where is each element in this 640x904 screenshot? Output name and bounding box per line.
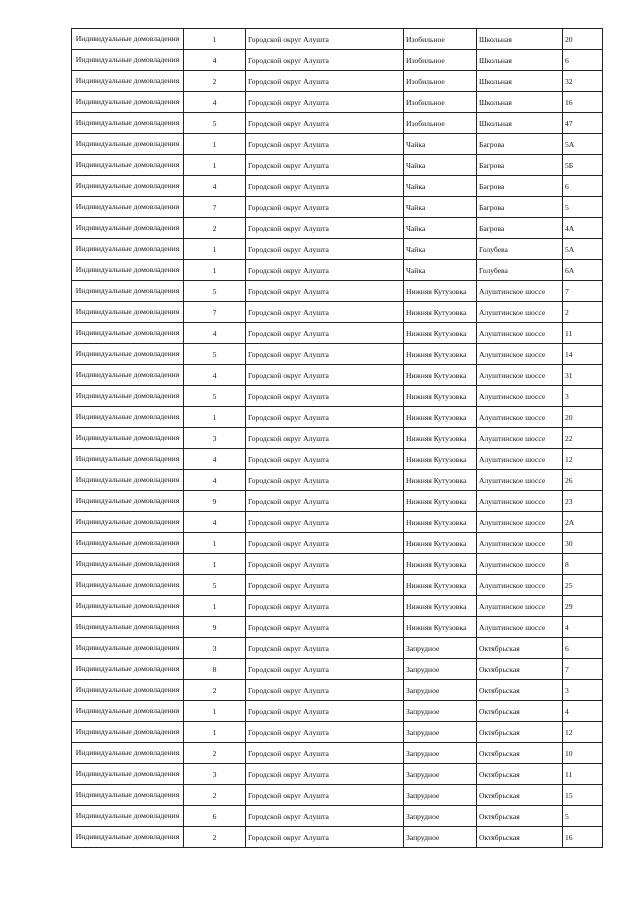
table-row [72,785,603,806]
table-row [72,134,603,155]
street-cell: Алуштинское шоссе [477,596,563,617]
housing-type-cell: Индивидуальные домовладения [72,806,184,827]
street-cell: Алуштинское шоссе [477,533,563,554]
housing-type-cell: Индивидуальные домовладения [72,764,184,785]
street-cell: Октябрьская [477,806,563,827]
street-cell: Голубева [477,260,563,281]
housing-type-cell: Индивидуальные домовладения [72,92,184,113]
house-number-cell: 29 [563,596,603,617]
street-cell: Багрова [477,218,563,239]
house-number-cell: 16 [563,827,603,848]
house-number-cell: 25 [563,575,603,596]
house-number-cell: 22 [563,428,603,449]
count-cell: 2 [184,827,246,848]
count-cell: 4 [184,50,246,71]
count-cell: 9 [184,617,246,638]
district-cell: Городской округ Алушта [246,827,404,848]
district-cell: Городской округ Алушта [246,659,404,680]
district-cell: Городской округ Алушта [246,302,404,323]
settlement-cell: Изобильное [404,92,477,113]
table-row [72,92,603,113]
housing-type-cell: Индивидуальные домовладения [72,50,184,71]
street-cell: Школьная [477,50,563,71]
table-row [72,512,603,533]
house-number-cell: 11 [563,764,603,785]
housing-type-cell: Индивидуальные домовладения [72,533,184,554]
district-cell: Городской округ Алушта [246,680,404,701]
settlement-cell: Запрудное [404,743,477,764]
settlement-cell: Нижняя Кутузовка [404,596,477,617]
street-cell: Алуштинское шоссе [477,302,563,323]
count-cell: 1 [184,29,246,50]
housing-type-cell: Индивидуальные домовладения [72,197,184,218]
district-cell: Городской округ Алушта [246,239,404,260]
district-cell: Городской округ Алушта [246,176,404,197]
housing-type-cell: Индивидуальные домовладения [72,176,184,197]
count-cell: 1 [184,533,246,554]
house-number-cell: 20 [563,29,603,50]
housing-type-cell: Индивидуальные домовладения [72,365,184,386]
house-number-cell: 12 [563,449,603,470]
count-cell: 6 [184,806,246,827]
district-cell: Городской округ Алушта [246,218,404,239]
table-row [72,701,603,722]
count-cell: 7 [184,197,246,218]
house-number-cell: 32 [563,71,603,92]
settlement-cell: Запрудное [404,764,477,785]
housing-type-cell: Индивидуальные домовладения [72,386,184,407]
settlement-cell: Нижняя Кутузовка [404,302,477,323]
house-number-cell: 16 [563,92,603,113]
count-cell: 4 [184,365,246,386]
settlement-cell: Нижняя Кутузовка [404,428,477,449]
street-cell: Алуштинское шоссе [477,617,563,638]
street-cell: Алуштинское шоссе [477,407,563,428]
housing-type-cell: Индивидуальные домовладения [72,113,184,134]
house-number-cell: 6 [563,176,603,197]
count-cell: 4 [184,323,246,344]
count-cell: 2 [184,680,246,701]
table-row [72,50,603,71]
settlement-cell: Чайка [404,218,477,239]
housing-type-cell: Индивидуальные домовладения [72,785,184,806]
table-row [72,617,603,638]
housing-type-cell: Индивидуальные домовладения [72,554,184,575]
settlement-cell: Нижняя Кутузовка [404,617,477,638]
settlement-cell: Нижняя Кутузовка [404,491,477,512]
table-row [72,365,603,386]
settlement-cell: Нижняя Кутузовка [404,365,477,386]
settlement-cell: Нижняя Кутузовка [404,449,477,470]
count-cell: 1 [184,722,246,743]
table-row [72,407,603,428]
house-number-cell: 23 [563,491,603,512]
housing-type-cell: Индивидуальные домовладения [72,827,184,848]
district-cell: Городской округ Алушта [246,617,404,638]
district-cell: Городской округ Алушта [246,785,404,806]
table-row [72,827,603,848]
housing-type-cell: Индивидуальные домовладения [72,638,184,659]
house-number-cell: 3 [563,680,603,701]
house-number-cell: 11 [563,323,603,344]
table-row [72,680,603,701]
house-number-cell: 2А [563,512,603,533]
housing-type-cell: Индивидуальные домовладения [72,596,184,617]
count-cell: 1 [184,134,246,155]
count-cell: 5 [184,386,246,407]
count-cell: 5 [184,344,246,365]
settlement-cell: Запрудное [404,827,477,848]
street-cell: Багрова [477,134,563,155]
street-cell: Алуштинское шоссе [477,428,563,449]
count-cell: 4 [184,470,246,491]
street-cell: Багрова [477,155,563,176]
settlement-cell: Нижняя Кутузовка [404,554,477,575]
housing-type-cell: Индивидуальные домовладения [72,281,184,302]
house-number-cell: 6А [563,260,603,281]
settlement-cell: Запрудное [404,659,477,680]
district-cell: Городской округ Алушта [246,764,404,785]
settlement-cell: Запрудное [404,680,477,701]
table-row [72,260,603,281]
table-row [72,806,603,827]
district-cell: Городской округ Алушта [246,512,404,533]
table-row [72,281,603,302]
street-cell: Алуштинское шоссе [477,491,563,512]
address-table [71,28,603,848]
street-cell: Октябрьская [477,785,563,806]
house-number-cell: 5А [563,239,603,260]
count-cell: 4 [184,92,246,113]
street-cell: Октябрьская [477,701,563,722]
housing-type-cell: Индивидуальные домовладения [72,491,184,512]
table-row [72,239,603,260]
housing-type-cell: Индивидуальные домовладения [72,302,184,323]
district-cell: Городской округ Алушта [246,449,404,470]
street-cell: Октябрьская [477,764,563,785]
housing-type-cell: Индивидуальные домовладения [72,701,184,722]
count-cell: 5 [184,113,246,134]
street-cell: Октябрьская [477,827,563,848]
district-cell: Городской округ Алушта [246,575,404,596]
housing-type-cell: Индивидуальные домовладения [72,71,184,92]
settlement-cell: Изобильное [404,71,477,92]
district-cell: Городской округ Алушта [246,323,404,344]
settlement-cell: Нижняя Кутузовка [404,281,477,302]
count-cell: 1 [184,554,246,575]
district-cell: Городской округ Алушта [246,29,404,50]
settlement-cell: Чайка [404,134,477,155]
table-row [72,470,603,491]
settlement-cell: Запрудное [404,806,477,827]
table-row [72,155,603,176]
settlement-cell: Нижняя Кутузовка [404,470,477,491]
district-cell: Городской округ Алушта [246,743,404,764]
count-cell: 1 [184,260,246,281]
count-cell: 4 [184,176,246,197]
house-number-cell: 4 [563,617,603,638]
housing-type-cell: Индивидуальные домовладения [72,575,184,596]
table-row [72,449,603,470]
table-row [72,71,603,92]
street-cell: Алуштинское шоссе [477,281,563,302]
housing-type-cell: Индивидуальные домовладения [72,428,184,449]
count-cell: 5 [184,281,246,302]
street-cell: Алуштинское шоссе [477,470,563,491]
house-number-cell: 10 [563,743,603,764]
housing-type-cell: Индивидуальные домовладения [72,659,184,680]
district-cell: Городской округ Алушта [246,92,404,113]
housing-type-cell: Индивидуальные домовладения [72,617,184,638]
housing-type-cell: Индивидуальные домовладения [72,260,184,281]
house-number-cell: 14 [563,344,603,365]
count-cell: 3 [184,764,246,785]
count-cell: 2 [184,743,246,764]
address-table-body [72,29,603,848]
street-cell: Октябрьская [477,659,563,680]
table-row [72,323,603,344]
district-cell: Городской округ Алушта [246,155,404,176]
house-number-cell: 5 [563,197,603,218]
settlement-cell: Нижняя Кутузовка [404,344,477,365]
count-cell: 1 [184,701,246,722]
house-number-cell: 4 [563,701,603,722]
street-cell: Октябрьская [477,743,563,764]
settlement-cell: Чайка [404,197,477,218]
district-cell: Городской округ Алушта [246,260,404,281]
count-cell: 1 [184,239,246,260]
settlement-cell: Нижняя Кутузовка [404,386,477,407]
table-row [72,113,603,134]
housing-type-cell: Индивидуальные домовладения [72,407,184,428]
count-cell: 1 [184,596,246,617]
count-cell: 1 [184,407,246,428]
district-cell: Городской округ Алушта [246,134,404,155]
housing-type-cell: Индивидуальные домовладения [72,743,184,764]
housing-type-cell: Индивидуальные домовладения [72,218,184,239]
settlement-cell: Изобильное [404,50,477,71]
housing-type-cell: Индивидуальные домовладения [72,722,184,743]
count-cell: 3 [184,428,246,449]
housing-type-cell: Индивидуальные домовладения [72,239,184,260]
street-cell: Алуштинское шоссе [477,575,563,596]
settlement-cell: Чайка [404,239,477,260]
street-cell: Алуштинское шоссе [477,323,563,344]
house-number-cell: 7 [563,659,603,680]
table-row [72,491,603,512]
settlement-cell: Нижняя Кутузовка [404,407,477,428]
table-row [72,344,603,365]
settlement-cell: Нижняя Кутузовка [404,533,477,554]
housing-type-cell: Индивидуальные домовладения [72,449,184,470]
district-cell: Городской округ Алушта [246,281,404,302]
table-row [72,533,603,554]
house-number-cell: 6 [563,638,603,659]
housing-type-cell: Индивидуальные домовладения [72,155,184,176]
settlement-cell: Запрудное [404,701,477,722]
street-cell: Школьная [477,71,563,92]
table-row [72,722,603,743]
table-row [72,197,603,218]
house-number-cell: 20 [563,407,603,428]
housing-type-cell: Индивидуальные домовладения [72,470,184,491]
settlement-cell: Запрудное [404,785,477,806]
count-cell: 1 [184,155,246,176]
settlement-cell: Запрудное [404,722,477,743]
district-cell: Городской округ Алушта [246,407,404,428]
count-cell: 5 [184,575,246,596]
table-row [72,575,603,596]
settlement-cell: Изобильное [404,113,477,134]
street-cell: Голубева [477,239,563,260]
district-cell: Городской округ Алушта [246,428,404,449]
district-cell: Городской округ Алушта [246,554,404,575]
table-row [72,218,603,239]
street-cell: Октябрьская [477,722,563,743]
street-cell: Алуштинское шоссе [477,365,563,386]
table-row [72,743,603,764]
housing-type-cell: Индивидуальные домовладения [72,323,184,344]
housing-type-cell: Индивидуальные домовладения [72,512,184,533]
count-cell: 9 [184,491,246,512]
count-cell: 7 [184,302,246,323]
table-row [72,596,603,617]
house-number-cell: 3 [563,386,603,407]
house-number-cell: 2 [563,302,603,323]
street-cell: Алуштинское шоссе [477,386,563,407]
street-cell: Октябрьская [477,638,563,659]
house-number-cell: 5А [563,134,603,155]
house-number-cell: 12 [563,722,603,743]
district-cell: Городской округ Алушта [246,491,404,512]
settlement-cell: Запрудное [404,638,477,659]
district-cell: Городской округ Алушта [246,638,404,659]
house-number-cell: 47 [563,113,603,134]
district-cell: Городской округ Алушта [246,344,404,365]
house-number-cell: 8 [563,554,603,575]
housing-type-cell: Индивидуальные домовладения [72,134,184,155]
settlement-cell: Чайка [404,155,477,176]
house-number-cell: 5 [563,806,603,827]
housing-type-cell: Индивидуальные домовладения [72,29,184,50]
street-cell: Багрова [477,176,563,197]
district-cell: Городской округ Алушта [246,50,404,71]
table-row [72,638,603,659]
housing-type-cell: Индивидуальные домовладения [72,680,184,701]
district-cell: Городской округ Алушта [246,386,404,407]
count-cell: 3 [184,638,246,659]
district-cell: Городской округ Алушта [246,470,404,491]
count-cell: 2 [184,218,246,239]
house-number-cell: 31 [563,365,603,386]
street-cell: Алуштинское шоссе [477,554,563,575]
district-cell: Городской округ Алушта [246,197,404,218]
street-cell: Школьная [477,92,563,113]
house-number-cell: 30 [563,533,603,554]
table-row [72,176,603,197]
district-cell: Городской округ Алушта [246,701,404,722]
table-row [72,302,603,323]
street-cell: Алуштинское шоссе [477,344,563,365]
housing-type-cell: Индивидуальные домовладения [72,344,184,365]
house-number-cell: 15 [563,785,603,806]
street-cell: Алуштинское шоссе [477,512,563,533]
street-cell: Багрова [477,197,563,218]
table-row [72,764,603,785]
table-row [72,554,603,575]
district-cell: Городской округ Алушта [246,722,404,743]
settlement-cell: Нижняя Кутузовка [404,323,477,344]
house-number-cell: 26 [563,470,603,491]
house-number-cell: 4А [563,218,603,239]
count-cell: 2 [184,785,246,806]
settlement-cell: Нижняя Кутузовка [404,575,477,596]
district-cell: Городской округ Алушта [246,113,404,134]
settlement-cell: Изобильное [404,29,477,50]
house-number-cell: 6 [563,50,603,71]
count-cell: 4 [184,449,246,470]
count-cell: 4 [184,512,246,533]
district-cell: Городской округ Алушта [246,596,404,617]
table-row [72,428,603,449]
district-cell: Городской округ Алушта [246,806,404,827]
table-row [72,659,603,680]
count-cell: 2 [184,71,246,92]
settlement-cell: Нижняя Кутузовка [404,512,477,533]
settlement-cell: Чайка [404,260,477,281]
table-row [72,29,603,50]
street-cell: Школьная [477,113,563,134]
settlement-cell: Чайка [404,176,477,197]
house-number-cell: 7 [563,281,603,302]
table-row [72,386,603,407]
street-cell: Алуштинское шоссе [477,449,563,470]
count-cell: 8 [184,659,246,680]
district-cell: Городской округ Алушта [246,71,404,92]
district-cell: Городской округ Алушта [246,365,404,386]
street-cell: Октябрьская [477,680,563,701]
district-cell: Городской округ Алушта [246,533,404,554]
street-cell: Школьная [477,29,563,50]
house-number-cell: 5Б [563,155,603,176]
